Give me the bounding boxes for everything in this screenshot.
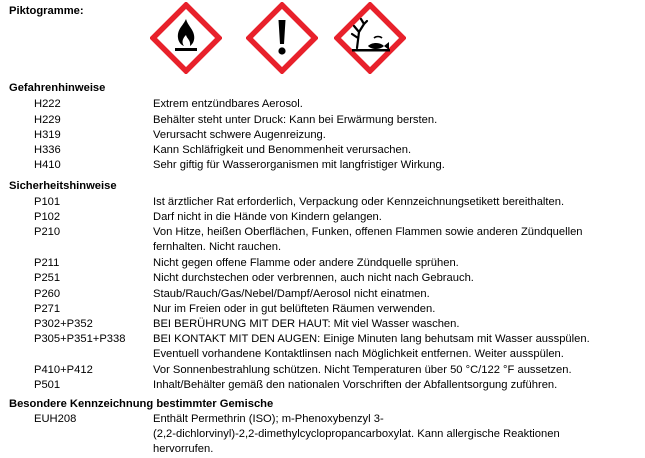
- hazard-text: Extrem entzündbares Aerosol.: [153, 98, 303, 110]
- safety-text: fernhalten. Nicht rauchen.: [153, 241, 282, 253]
- hazard-text: Verursacht schwere Augenreizung.: [153, 129, 326, 141]
- safety-text: Nicht gegen offene Flamme oder andere Zündquelle sprühen.: [153, 257, 459, 269]
- safety-text: Von Hitze, heißen Oberflächen, Funken, offenen Flammen sowie anderen Zündquellen: [153, 226, 583, 238]
- safety-heading: Sicherheitshinweise: [9, 180, 117, 192]
- safety-text: Eventuell vorhandene Kontaktlinsen nach Möglichkeit entfernen. Weiter ausspülen.: [153, 348, 564, 360]
- hazard-text: Kann Schläfrigkeit und Benommenheit verursachen.: [153, 144, 412, 156]
- safety-text: BEI BERÜHRUNG MIT DER HAUT: Mit viel Wasser waschen.: [153, 318, 460, 330]
- flame-pictogram-icon: [150, 2, 222, 74]
- safety-code: P410+P412: [34, 364, 93, 376]
- hazard-heading: Gefahrenhinweise: [9, 82, 106, 94]
- pictograms-heading: Piktogramme:: [9, 5, 84, 17]
- special-heading: Besondere Kennzeichnung bestimmter Gemische: [9, 398, 274, 410]
- special-code: EUH208: [34, 413, 77, 425]
- safety-code: P271: [34, 303, 61, 315]
- environment-pictogram-icon: [334, 2, 406, 74]
- safety-code: P210: [34, 226, 61, 238]
- hazard-code: H229: [34, 114, 61, 126]
- safety-code: P305+P351+P338: [34, 333, 126, 345]
- safety-code: P101: [34, 196, 61, 208]
- safety-code: P211: [34, 257, 60, 269]
- safety-text: Darf nicht in die Hände von Kindern gelangen.: [153, 211, 382, 223]
- hazard-code: H336: [34, 144, 61, 156]
- safety-text: Nur im Freien oder in gut belüfteten Räumen verwenden.: [153, 303, 436, 315]
- safety-text: Ist ärztlicher Rat erforderlich, Verpackung oder Kennzeichnungsetikett bereithalten.: [153, 196, 565, 208]
- special-text: Enthält Permethrin (ISO); m-Phenoxybenzyl 3-: [153, 413, 384, 425]
- safety-text: Nicht durchstechen oder verbrennen, auch nicht nach Gebrauch.: [153, 272, 474, 284]
- hazard-code: H319: [34, 129, 61, 141]
- safety-code: P251: [34, 272, 61, 284]
- safety-code: P501: [34, 379, 61, 391]
- safety-code: P102: [34, 211, 61, 223]
- hazard-text: Sehr giftig für Wasserorganismen mit langfristiger Wirkung.: [153, 159, 445, 171]
- safety-code: P302+P352: [34, 318, 93, 330]
- hazard-text: Behälter steht unter Druck: Kann bei Erwärmung bersten.: [153, 114, 438, 126]
- hazard-code: H410: [34, 159, 61, 171]
- hazard-code: H222: [34, 98, 61, 110]
- safety-code: P260: [34, 288, 61, 300]
- safety-text: Staub/Rauch/Gas/Nebel/Dampf/Aerosol nicht einatmen.: [153, 288, 430, 300]
- safety-text: Vor Sonnenbestrahlung schützen. Nicht Temperaturen über 50 °C/122 °F aussetzen.: [153, 364, 572, 376]
- exclamation-mark-pictogram-icon: [246, 2, 318, 74]
- special-text: hervorrufen.: [153, 443, 214, 455]
- safety-text: Inhalt/Behälter gemäß den nationalen Vorschriften der Abfallentsorgung zuführen.: [153, 379, 558, 391]
- safety-text: BEI KONTAKT MIT DEN AUGEN: Einige Minuten lang behutsam mit Wasser ausspülen.: [153, 333, 590, 345]
- special-text: (2,2-dichlorvinyl)-2,2-dimethylcyclopropancarboxylat. Kann allergische Reaktionen: [153, 428, 560, 440]
